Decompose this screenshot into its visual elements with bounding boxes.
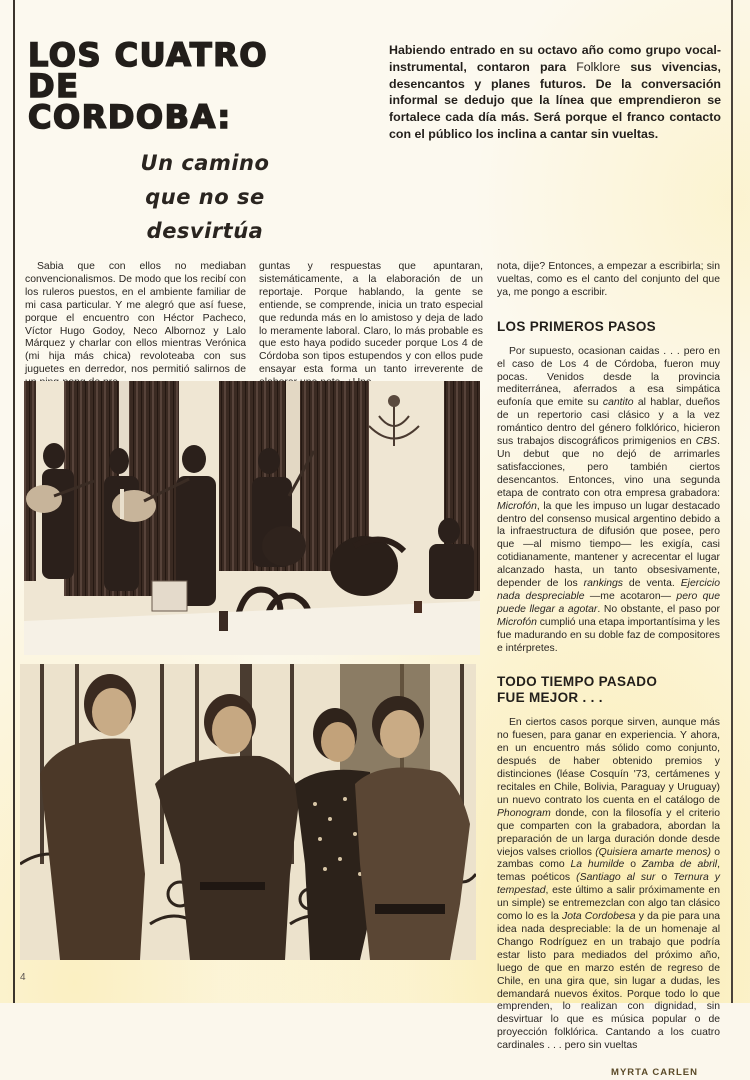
subtitle-line: Un camino <box>140 151 270 175</box>
photo-portrait-image <box>20 664 476 960</box>
page-number: 4 <box>20 972 26 983</box>
title-line: DE <box>28 67 80 105</box>
lead-text: Habiendo entrado en su octavo año como grupo vocal-instrumental, contaron para <box>389 43 721 74</box>
heading-line: TODO TIEMPO PASADO <box>497 674 658 690</box>
photo-group-performing <box>24 381 480 655</box>
magazine-name: Folklore <box>576 59 621 74</box>
body-column-1 <box>25 261 246 390</box>
right-margin-rule <box>731 0 733 1003</box>
subtitle-line: desvirtúa <box>146 219 264 243</box>
left-margin-rule <box>13 0 15 1003</box>
article-subtitle <box>110 146 300 248</box>
paragraph: En ciertos casos porque sirven, aunque más no fuesen, para ganar en experiencia. Y ahora, en un encuentro más sólido como conjunto, después de haber obtenido premios y distinciones (léase Cosquín '73, certámenes y recitales en Chile, Bolivia, Paraguay y Uruguay) un nuevo contrato los cuenta en el catálogo de Phonogram donde, con la filosofía y el criterio que comparten con la grabadora, abordan la preparación de un larga duración donde desde viejos valses criollos (Quisiera amarte menos) o zambas como La humilde o Zamba de abril, temas poéticos (Santiago al sur o Ternura y tempestad, este último a salir próximamente en un simple) se entremezclan con algo tan clásico como lo es la Jota Cordobesa y da pie para una idea nada despreciable: la de un homenaje al Chango Rodríguez en un trabajo que podría estar listo para mediados del próximo año, luego de que en marzo estén de regreso de Chile, en una gira que, sin lugar a dudas, les demandará nuevos éxitos. Porque todo lo que emprenden, lo realizan con dignidad, sin desvirtuar lo que es música popular o de proyección folklórica. Cantando a los cuatro cardinales . . . pero sin vueltas <box>497 717 721 1052</box>
paragraph: nota, dije? Entonces, a empezar a escribirla; sin vueltas, como es el canto del conjunto del que ya, me pongo a escribir. <box>497 261 720 298</box>
subtitle-line: que no se <box>145 185 265 209</box>
article-title <box>28 36 269 136</box>
article-lead <box>389 42 721 143</box>
photo-performing-image <box>24 381 480 655</box>
photo-four-members <box>20 664 476 960</box>
paragraph: guntas y respuestas que apuntaran, sistemáticamente, a la elaboración de un reportaje. Porque hablando, la gente se entiende, se comprende, inicia un trato especial que redunda más en lo amistoso y deja de lado lo meramente laboral. Claro, lo más probable es que esto haya podido suceder porque Los 4 de Córdoba son tipos estupendos y con ellos pude ensayar esta forma un tanto irreverente de <box>259 261 483 376</box>
lead-text: sus vivencias, desencantos y planes futuros. De la conversación informal se dedujo que la línea que emprendieron se fortalece cada día más. Será porque el franco contacto con el público los inclina a cantar sin vueltas. <box>389 59 721 141</box>
title-line: LOS CUATRO <box>28 36 269 74</box>
paragraph: Por supuesto, ocasionan caidas . . . pero en el caso de Los 4 de Córdoba, fueron muy pocas. Venidos desde la provincia mediterránea, aferrados a esa simpática eufonía que emite su cantito al hablar, dueños de un repertorio casi clásico y a la vez romántico dentro del género folklórico, hicieron sus trabajos discográficos primigenios en CBS. Un debut que no dejó de arrimarles satisfacciones, pero también ciertos desencantos. Entonces, vino una segunda etapa de contrato con otra empresa grabadora: Microfón, la que les impuso un lugar destacado dentro del consenso musical argentino debido a la infraestructura de difusión que posee, pero que —al mismo tiempo— les exigía, casi cotidianamente, mantener y acrecentar el lugar alcanzado hasta, un tanto obsesivamente, depender de los rankings de venta. Ejercicio nada despreciable —me acotaron— pero que puede llegar a agotar. No obstante, el paso por Microfón cumplió una etapa importantísima y les fue madurando en su doble faz de compositores e intérpretes. <box>497 345 720 654</box>
heading-line: FUE MEJOR . . . <box>497 690 603 706</box>
section-heading-primeros-pasos: LOS PRIMEROS PASOS <box>497 318 656 334</box>
paragraph: Sabia que con ellos no mediaban convencionalismos. De modo que los recibí con los ruleros puestos, en el ambiente familiar de mi casa particular. Y me alegró que así fuese, porque el encuentro con Héctor Pacheco, Víctor Hugo Godoy, Neco Albornoz y Lalo Márquez y charlar con ellos mientras Verónica (mi hija más chica) revoloteaba con sus juguetes en derredor, nos permitió salirnos de <box>25 261 246 376</box>
title-line: CORDOBA: <box>28 98 232 136</box>
body-column-2 <box>259 261 483 390</box>
body-column-3 <box>497 261 720 1080</box>
section-heading-todo-tiempo <box>497 674 720 706</box>
author-byline: MYRTA CARLEN <box>611 1067 698 1079</box>
